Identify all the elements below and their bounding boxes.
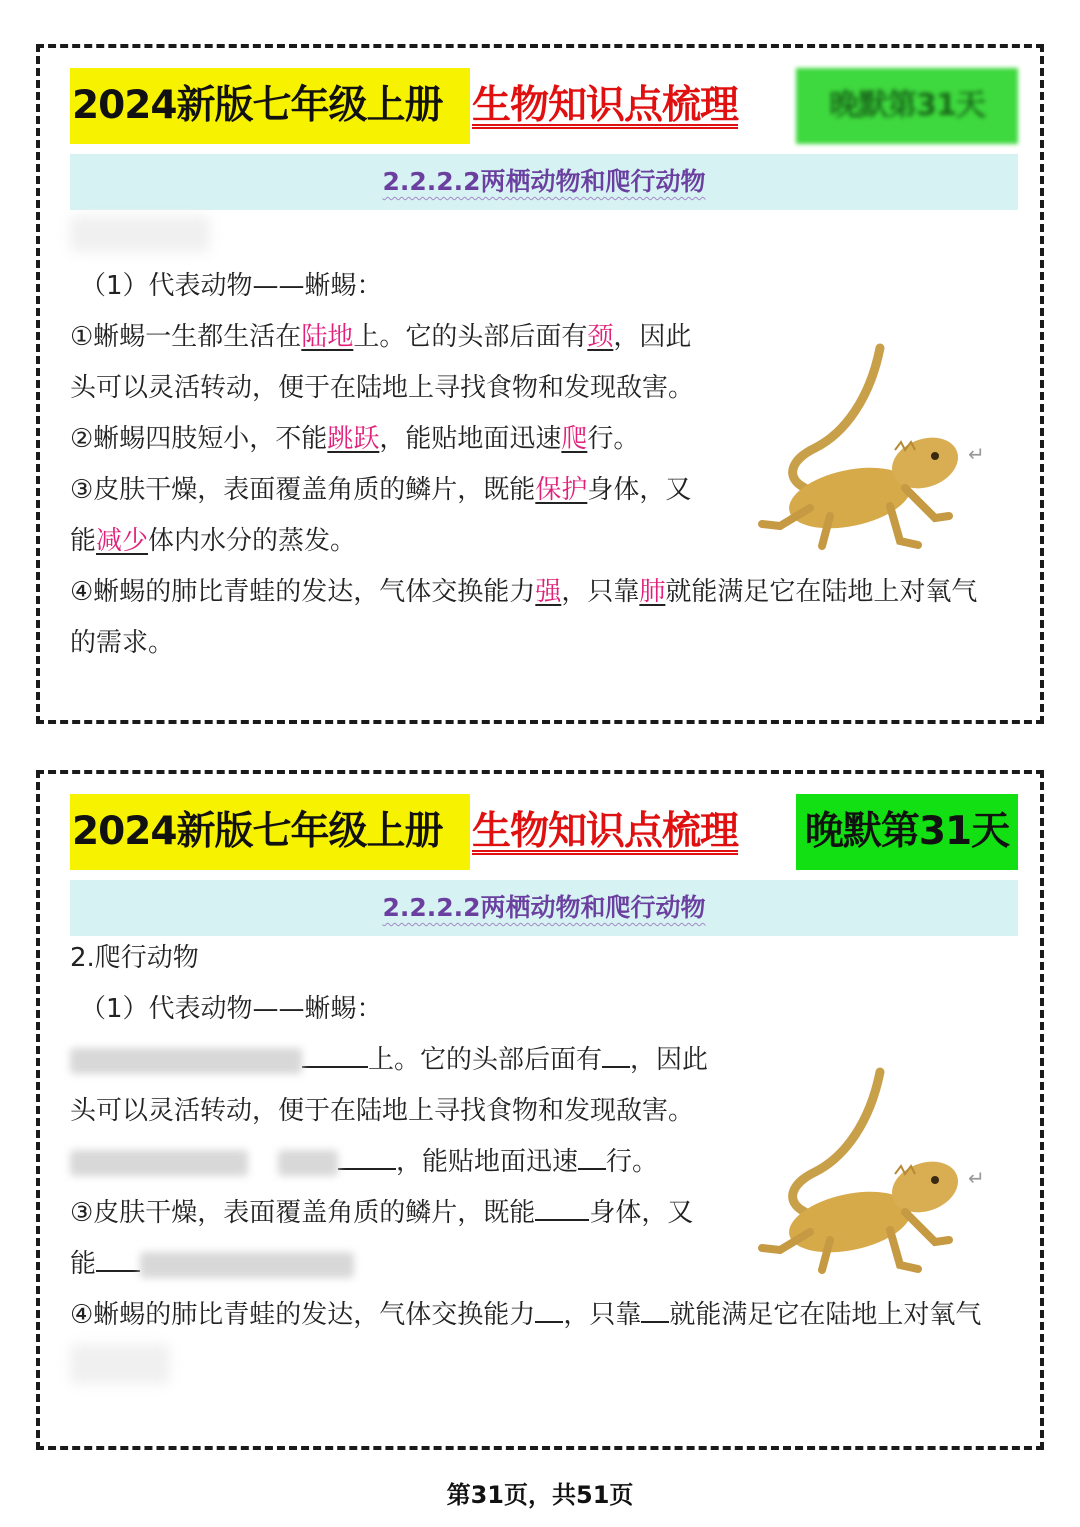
answer-crawl: 爬	[561, 424, 588, 454]
subtitle: 2.2.2.2两栖动物和爬行动物	[382, 167, 706, 196]
point-4-line-a: ④蜥蜴的肺比青蛙的发达，气体交换能力 ，只靠 就能满足它在陆地上对氧气	[70, 1297, 981, 1333]
knowledge-card-answers	[36, 44, 1044, 724]
blank-lung	[641, 1297, 669, 1323]
lizard-image	[730, 338, 980, 558]
point-2-line: ，能贴地面迅速 行。	[70, 1144, 658, 1180]
point-1-line-b: 头可以灵活转动，便于在陆地上寻找食物和发现敌害。	[70, 1096, 695, 1126]
point-1-line-b: 头可以灵活转动，便于在陆地上寻找食物和发现敌害。	[70, 373, 695, 403]
title-subject: 生物知识点梳理	[472, 809, 739, 854]
answer-protect: 保护	[535, 475, 588, 505]
blurred-text	[70, 1150, 248, 1176]
answer-jump: 跳跃	[327, 424, 380, 454]
blurred-text	[278, 1150, 338, 1176]
answer-land: 陆地	[301, 322, 354, 352]
title-grade: 2024新版七年级上册	[70, 794, 470, 870]
answer-strong: 强	[535, 577, 562, 607]
blank-strong	[535, 1297, 563, 1323]
blurred-line-end	[70, 1344, 170, 1384]
blurred-section-heading	[70, 216, 210, 252]
blank-protect	[535, 1195, 589, 1221]
blurred-text	[140, 1252, 354, 1278]
section-heading: 2.爬行动物	[70, 943, 199, 973]
point-3-line-b: 能	[70, 1246, 354, 1282]
subtitle-band	[70, 880, 1018, 936]
answer-neck: 颈	[587, 322, 614, 352]
blank-crawl	[578, 1144, 606, 1170]
answer-lung: 肺	[639, 577, 666, 607]
answer-reduce: 减少	[96, 526, 149, 556]
point-1-line-a: ①蜥蜴一生都生活在陆地上。它的头部后面有颈，因此	[70, 322, 692, 352]
title-row	[70, 68, 1018, 144]
subtitle: 2.2.2.2两栖动物和爬行动物	[382, 893, 706, 922]
rep-animal-line: （1）代表动物——蜥蜴：	[80, 994, 383, 1024]
day-badge: 晚默第31天	[796, 794, 1018, 870]
point-4-line-b: 的需求。	[70, 628, 175, 658]
rep-animal-line: （1）代表动物——蜥蜴：	[80, 271, 383, 301]
blank-neck	[602, 1042, 630, 1068]
knowledge-card-blanks	[36, 770, 1044, 1450]
title-subject: 生物知识点梳理	[472, 83, 739, 128]
title-grade: 2024新版七年级上册	[70, 68, 470, 144]
day-badge: 晚默第31天	[796, 68, 1018, 144]
blank-reduce	[96, 1246, 140, 1272]
point-3-line-b: 能减少体内水分的蒸发。	[70, 526, 357, 556]
return-mark-icon: ↵	[968, 1166, 985, 1190]
lizard-image	[730, 1062, 980, 1282]
title-row	[70, 794, 1018, 870]
blank-land	[302, 1042, 368, 1068]
subtitle-band	[70, 154, 1018, 210]
point-2-line: ②蜥蜴四肢短小，不能跳跃，能贴地面迅速爬行。	[70, 424, 640, 454]
point-3-line-a: ③皮肤干燥，表面覆盖角质的鳞片，既能 身体，又	[70, 1195, 693, 1231]
point-4-line-a: ④蜥蜴的肺比青蛙的发达，气体交换能力强，只靠肺就能满足它在陆地上对氧气	[70, 577, 978, 607]
blank-jump	[338, 1144, 396, 1170]
blurred-text	[70, 1048, 302, 1074]
page-footer: 第31页，共51页	[446, 1481, 634, 1509]
point-3-line-a: ③皮肤干燥，表面覆盖角质的鳞片，既能保护身体，又	[70, 475, 692, 505]
return-mark-icon: ↵	[968, 442, 985, 466]
point-1-line-a: 上。它的头部后面有 ，因此	[70, 1042, 708, 1078]
